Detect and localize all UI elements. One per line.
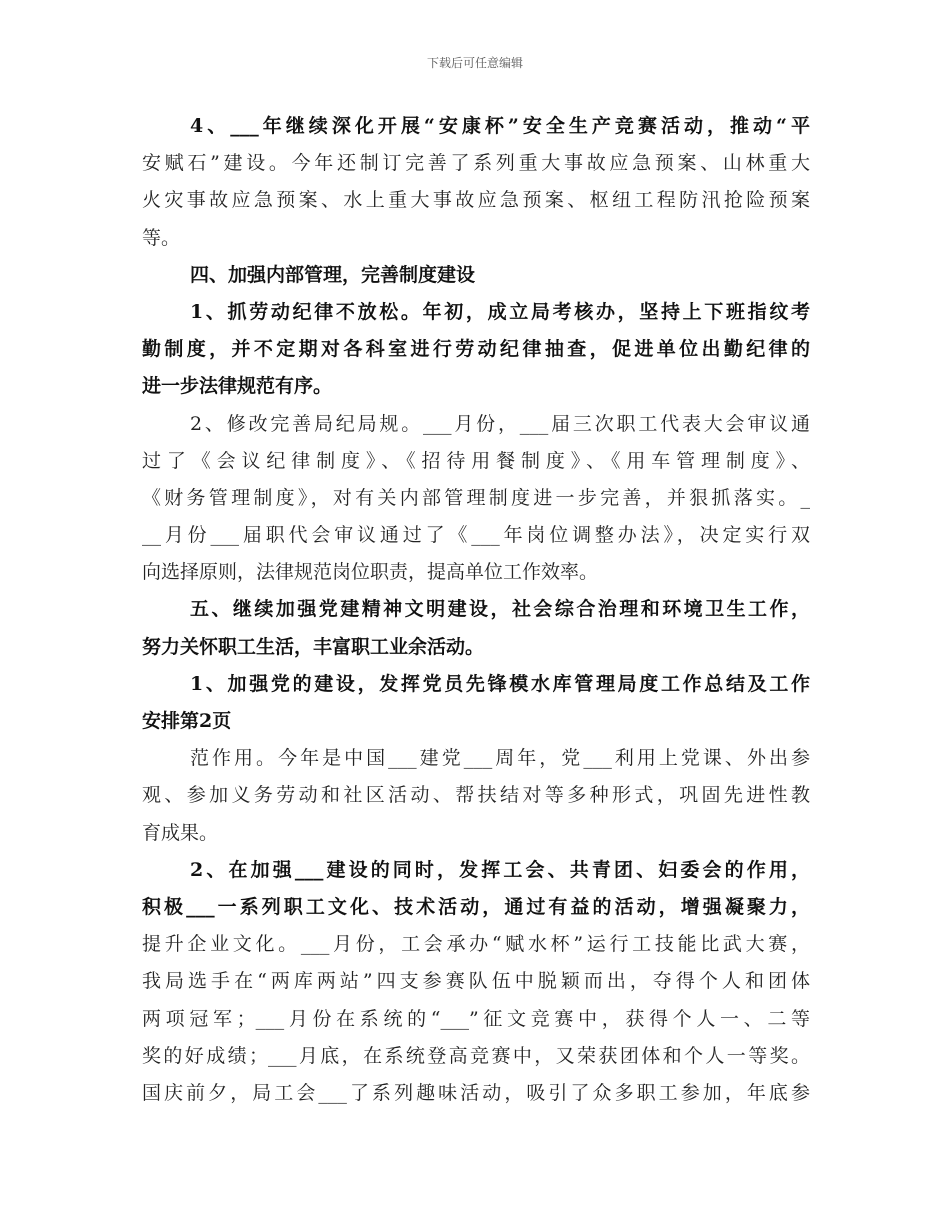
document-body (142, 108, 810, 1112)
text-line: 两项冠军；___月份在系统的“___”征文竞赛中，获得个人一、二等 (142, 1007, 810, 1030)
text-line: 国庆前夕，局工会___了系列趣味活动，吸引了众多职工参加，年底参 (142, 1081, 810, 1104)
text-line: 1、加强党的建设，发挥党员先锋模水库管理局度工作总结及工作 (190, 672, 810, 695)
text-line: 我局选手在“两库两站”四支参赛队伍中脱颖而出，夺得个人和团体 (142, 970, 810, 993)
text-line: 努力关怀职工生活，丰富职工业余活动。 (142, 635, 485, 658)
text-line: 范作用。今年是中国___建党___周年，党___利用上党课、外出参 (190, 747, 810, 770)
text-line: 4、___年继续深化开展“安康杯”安全生产竞赛活动，推动“平 (190, 115, 810, 137)
text-line: 向选择原则，法律规范岗位职责，提高单位工作效率。 (142, 561, 599, 584)
page-header-note: 下载后可任意编辑 (426, 56, 523, 70)
text-line: 勤制度，并不定期对各科室进行劳动纪律抽查，促进单位出勤纪律的 (142, 338, 810, 361)
text-line: 进一步法律规范有序。 (142, 375, 333, 398)
text-line: 安赋石”建设。今年还制订完善了系列重大事故应急预案、山林重大 (142, 152, 810, 175)
text-line: 过了《会议纪律制度》、《招待用餐制度》、《用车管理制度》、 (142, 449, 810, 472)
text-line: 2、在加强___建设的同时，发挥工会、共青团、妇委会的作用， (190, 858, 810, 881)
text-line: 积极___一系列职工文化、技术活动，通过有益的活动，增强凝聚力， (142, 895, 810, 918)
text-line: __月份___届职代会审议通过了《___年岗位调整办法》，决定实行双 (142, 524, 810, 547)
text-line: 安排第2页 (142, 710, 232, 732)
text-line: 奖的好成绩；___月底，在系统登高竞赛中，又荣获团体和个人一等奖。 (142, 1044, 810, 1067)
text-line: 育成果。 (142, 821, 219, 844)
text-line: 等。 (142, 226, 181, 249)
text-line: 《财务管理制度》，对有关内部管理制度进一步完善，并狠抓落实。_ (142, 486, 810, 509)
text-line: 1、抓劳动纪律不放松。年初，成立局考核办，坚持上下班指纹考 (190, 300, 810, 323)
text-line: 提升企业文化。___月份，工会承办“赋水杯”运行工技能比武大赛， (142, 933, 810, 956)
text-line: 火灾事故应急预案、水上重大事故应急预案、枢纽工程防汛抢险预案 (142, 189, 810, 212)
text-line: 四、加强内部管理，完善制度建设 (190, 263, 476, 286)
text-line: 2、修改完善局纪局规。___月份，___届三次职工代表大会审议通 (190, 412, 810, 435)
text-line: 观、参加义务劳动和社区活动、帮扶结对等多种形式，巩固先进性教 (142, 784, 810, 807)
text-line: 五、继续加强党建精神文明建设，社会综合治理和环境卫生工作， (190, 598, 810, 621)
